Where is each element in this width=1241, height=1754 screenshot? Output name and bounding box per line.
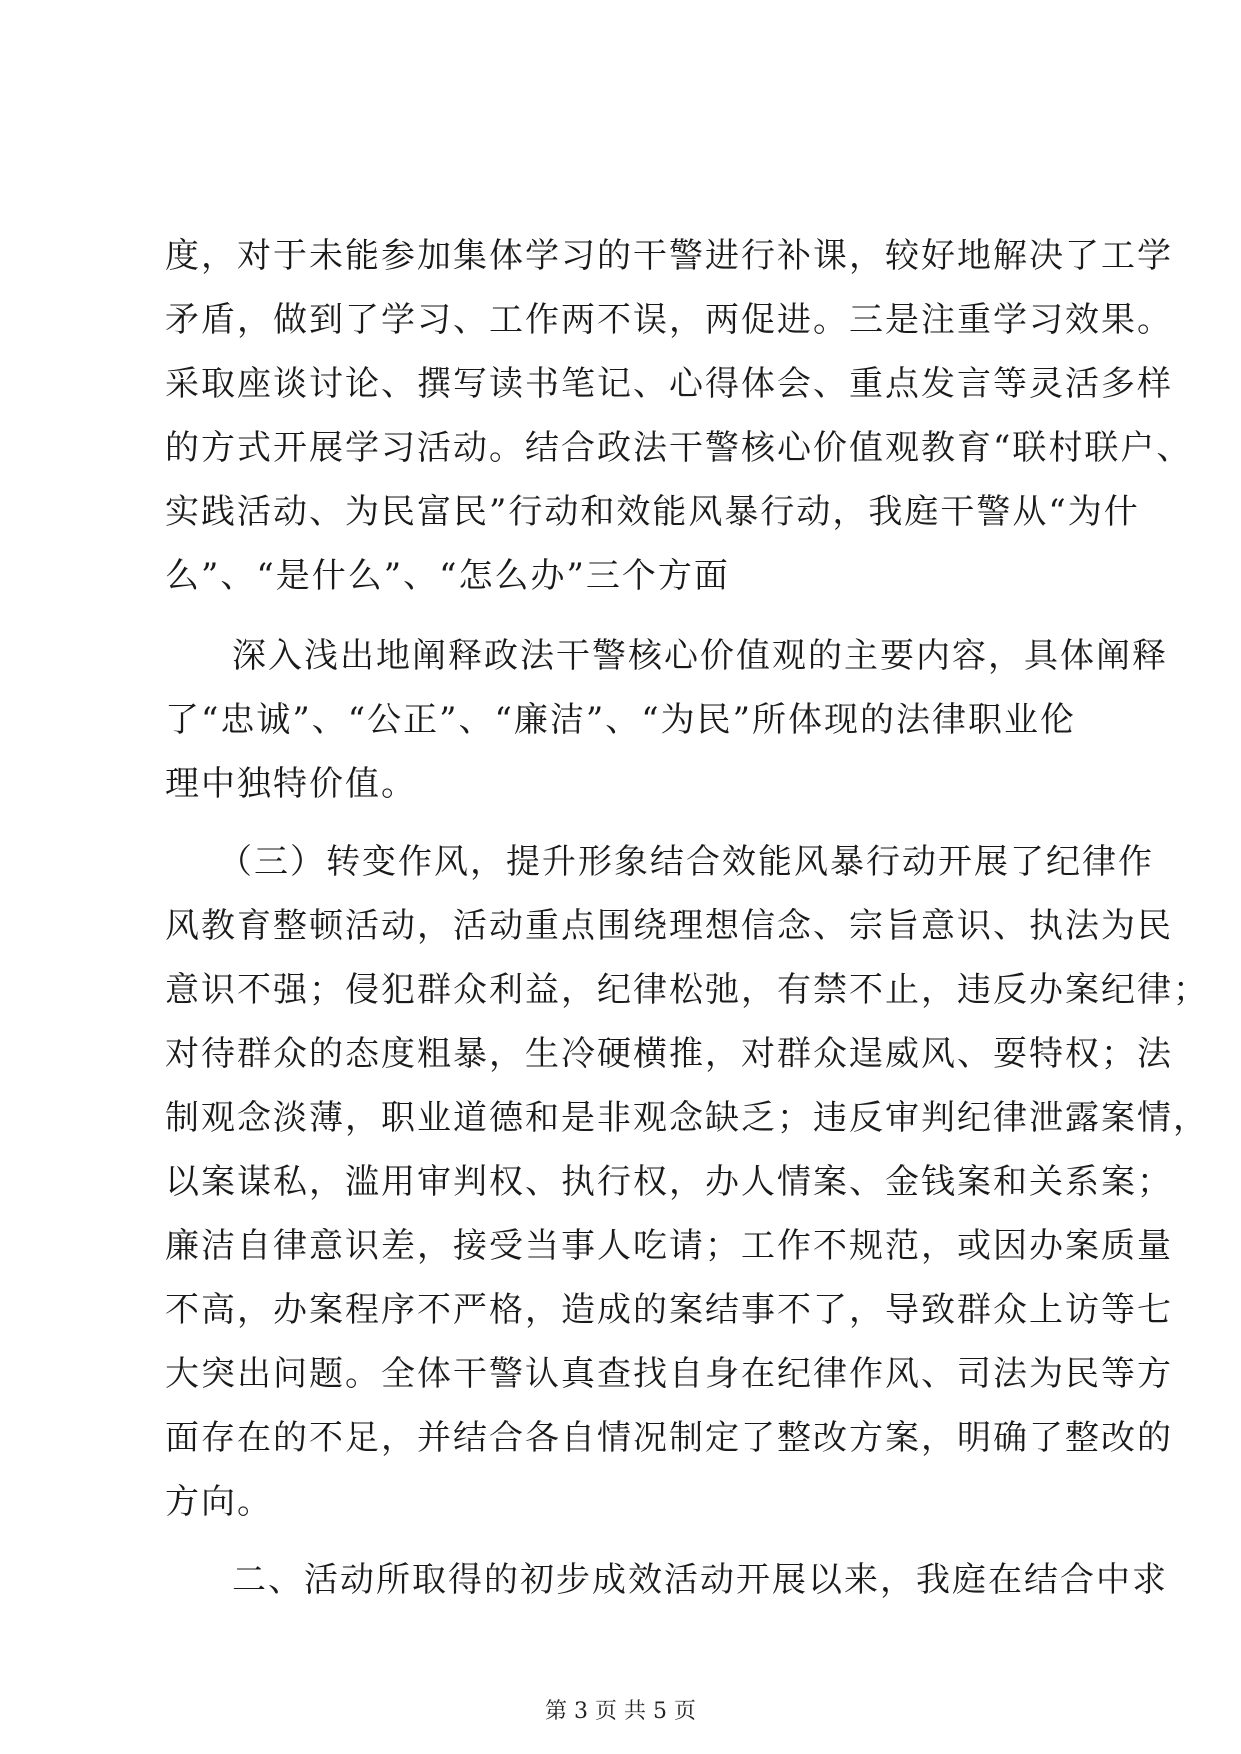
text-line: 矛盾，做到了学习、工作两不误，两促进。三是注重学习效果。: [165, 300, 1173, 340]
text-line: 对待群众的态度粗暴，生冷硬横推，对群众逞威风、耍特权；法: [165, 1034, 1173, 1074]
text-line: 大突出问题。全体干警认真查找自身在纪律作风、司法为民等方: [165, 1354, 1173, 1394]
text-line: 么”、“是什么”、“怎么办”三个方面: [165, 556, 730, 596]
text-line: 的方式开展学习活动。结合政法干警核心价值观教育“联村联户、: [165, 428, 1193, 468]
section-heading-line: 二、活动所取得的初步成效活动开展以来，我庭在结合中求: [232, 1560, 1168, 1600]
text-line: 方向。: [165, 1482, 273, 1522]
text-line: 意识不强；侵犯群众利益，纪律松弛，有禁不止，违反办案纪律；: [165, 970, 1209, 1010]
text-line: 制观念淡薄，职业道德和是非观念缺乏；违反审判纪律泄露案情，: [165, 1098, 1209, 1138]
section-heading-line: （三）转变作风，提升形象结合效能风暴行动开展了纪律作: [218, 842, 1154, 882]
text-line: 以案谋私，滥用审判权、执行权，办人情案、金钱案和关系案；: [165, 1162, 1173, 1202]
text-line: 廉洁自律意识差，接受当事人吃请；工作不规范，或因办案质量: [165, 1226, 1173, 1266]
text-line: 了“忠诚”、“公正”、“廉洁”、“为民”所体现的法律职业伦: [165, 700, 1077, 740]
text-line: 实践活动、为民富民”行动和效能风暴行动，我庭干警从“为什: [165, 492, 1140, 532]
text-line: 深入浅出地阐释政法干警核心价值观的主要内容，具体阐释: [232, 636, 1168, 676]
text-line: 度，对于未能参加集体学习的干警进行补课，较好地解决了工学: [165, 236, 1173, 276]
page-footer: 第 3 页 共 5 页: [545, 1699, 696, 1724]
text-line: 面存在的不足，并结合各自情况制定了整改方案，明确了整改的: [165, 1418, 1173, 1458]
text-line: 理中独特价值。: [165, 764, 417, 804]
text-line: 采取座谈讨论、撰写读书笔记、心得体会、重点发言等灵活多样: [165, 364, 1173, 404]
text-line: 不高，办案程序不严格，造成的案结事不了，导致群众上访等七: [165, 1290, 1173, 1330]
text-line: 风教育整顿活动，活动重点围绕理想信念、宗旨意识、执法为民: [165, 906, 1173, 946]
